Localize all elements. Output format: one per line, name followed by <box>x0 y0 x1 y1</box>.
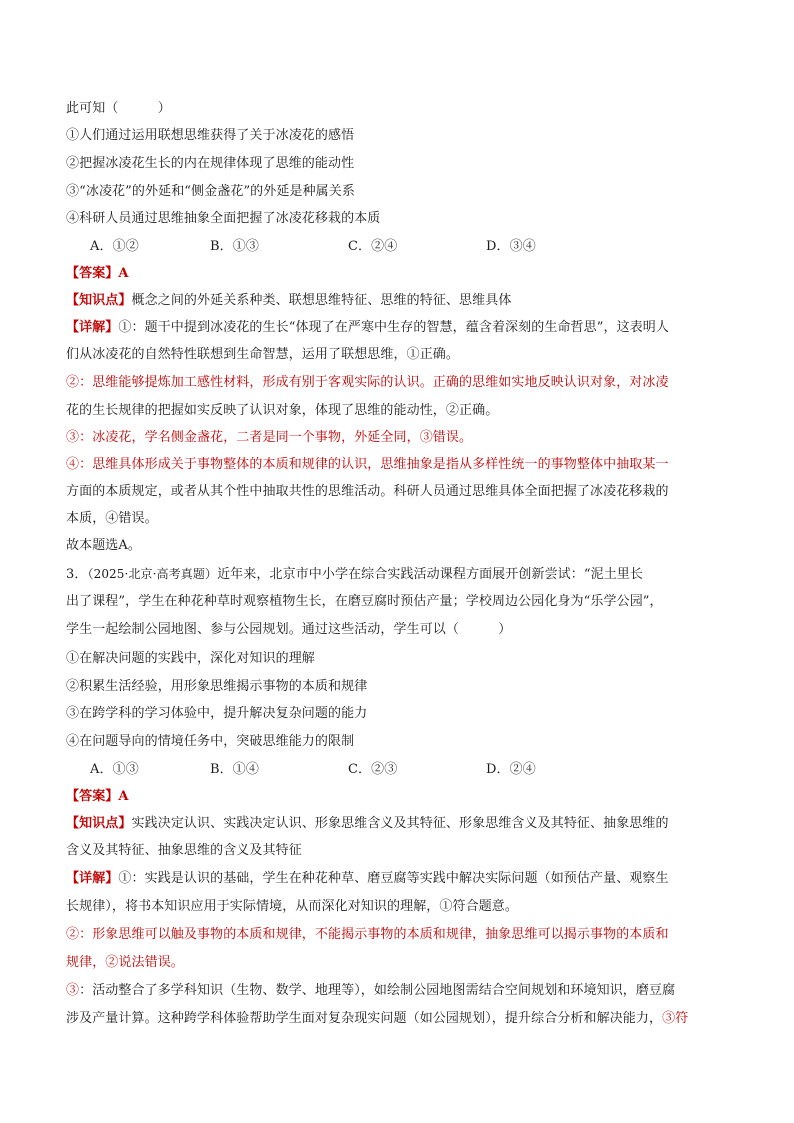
explanation-text: ①：题干中提到冰凌花的生长“体现了在严寒中生存的智慧，蕴含着深刻的生命哲思”，这表明人 <box>118 320 669 335</box>
q3-answer-value: A <box>118 789 129 804</box>
explanation-line-7: 方面的本质规定，或者从其个性中抽取共性的思维活动。科研人员通过思维具体全面把握了冰凌花移栽的 <box>66 484 669 499</box>
q3-knowledge-line-1 <box>66 815 669 833</box>
q3-explanation-trailing-marker: ③符 <box>662 1011 689 1026</box>
q3-statement-4: ④在问题导向的情境任务中，突破思维能力的限制 <box>66 734 355 749</box>
explanation-tag: 【详解】 <box>66 320 119 335</box>
q3-explanation-line-4: 规律，②说法错误。 <box>66 955 184 970</box>
question-3-line-1 <box>66 565 643 584</box>
answer-tag: 【答案】 <box>66 266 119 281</box>
explanation-line-2: 们从冰凌花的自然特性联想到生命智慧，运用了联想思维，①正确。 <box>66 347 460 362</box>
q3-explanation-text: ①：实践是认识的基础，学生在种花种草、磨豆腐等实践中解决实际问题（如预估产量、观察生 <box>118 871 669 886</box>
statement-4: ④科研人员通过思维抽象全面把握了冰凌花移栽的本质 <box>66 211 381 226</box>
explanation-line-4: 花的生长规律的把握如实反映了认识对象，体现了思维的能动性，②正确。 <box>66 403 499 418</box>
q3-knowledge-tag: 【知识点】 <box>66 816 132 831</box>
q3-explanation-line-1 <box>66 870 669 888</box>
q3-option-c: C．②③ <box>348 762 398 777</box>
question-3-stem: 近年来，北京市中小学在综合实践活动课程方面展开创新尝试：“泥土里长 <box>217 567 644 582</box>
statement-2: ②把握冰凌花生长的内在规律体现了思维的能动性 <box>66 156 355 171</box>
option-c: C．②④ <box>348 239 398 254</box>
answer-line <box>66 265 129 283</box>
q3-explanation-line-2: 长规律），将书本知识应用于实际情境，从而深化对知识的理解，①符合题意。 <box>66 899 519 914</box>
q3-statement-2: ②积累生活经验，用形象思维揭示事物的本质和规律 <box>66 679 368 694</box>
q3-explanation-line-3: ②：形象思维可以触及事物的本质和规律，不能揭示事物的本质和规律，抽象思维可以揭示事物的本质和 <box>66 927 669 942</box>
question-3-line-3: 学生一起绘制公园地图、参与公园规划。通过这些活动，学生可以（ ） <box>66 622 512 637</box>
q3-explanation-marker: ③ <box>66 983 80 998</box>
knowledge-points: 概念之间的外延关系种类、联想思维特征、思维的特征、思维具体 <box>131 293 512 308</box>
q3-option-b: B．①④ <box>210 762 259 777</box>
q3-explanation-line-5 <box>66 982 675 1000</box>
explanation-line-6: ④：思维具体形成关于事物整体的本质和规律的认识，思维抽象是指从多样性统一的事物整体中抽取某一 <box>66 457 669 472</box>
conclusion: 故本题选A。 <box>66 538 141 553</box>
knowledge-line <box>66 292 511 310</box>
q3-answer-line <box>66 788 129 806</box>
question-3-source: （2025·北京·高考真题） <box>87 567 218 581</box>
question-3-number: 3． <box>66 567 88 582</box>
explanation-line-8: 本质，④错误。 <box>66 511 158 526</box>
q3-explanation-text-6: 涉及产量计算。这种跨学科体验帮助学生面对复杂现实问题（如公园规划），提升综合分析和解决能力， <box>66 1011 663 1026</box>
option-b: B．①③ <box>210 239 259 254</box>
option-d: D．③④ <box>486 239 536 254</box>
q3-answer-tag: 【答案】 <box>66 789 119 804</box>
statement-3: ③“冰凌花”的外延和“侧金盏花”的外延是种属关系 <box>66 184 355 199</box>
explanation-line-1 <box>66 319 669 337</box>
q3-knowledge-line-2: 含义及其特征、抽象思维的含义及其特征 <box>66 843 302 858</box>
q3-statement-1: ①在解决问题的实践中，深化对知识的理解 <box>66 651 315 666</box>
q3-option-d: D．②④ <box>486 762 536 777</box>
q3-explanation-tag: 【详解】 <box>66 871 119 886</box>
q3-statement-3: ③在跨学科的学习体验中，提升解决复杂问题的能力 <box>66 706 368 721</box>
q3-explanation-line-6 <box>66 1010 688 1028</box>
option-a: A．①② <box>90 239 139 254</box>
explanation-line-5: ③：冰凌花，学名侧金盏花，二者是同一个事物，外延全同，③错误。 <box>66 430 473 445</box>
statement-1: ①人们通过运用联想思维获得了关于冰凌花的感悟 <box>66 128 355 143</box>
q3-knowledge-points: 实践决定认识、实践决定认识、形象思维含义及其特征、形象思维含义及其特征、抽象思维的 <box>131 816 669 831</box>
q3-option-a: A．①③ <box>90 762 139 777</box>
question-3-line-2: 出了课程”，学生在种花种草时观察植物生长，在磨豆腐时预估产量；学校周边公园化身为“乐学公园”， <box>66 594 663 609</box>
knowledge-tag: 【知识点】 <box>66 293 132 308</box>
q3-explanation-text-5: ：活动整合了多学科知识（生物、数学、地理等），如绘制公园地图需结合空间规划和环境知识，磨豆腐 <box>79 983 676 998</box>
answer-value: A <box>118 266 129 281</box>
question-stem-tail: 此可知（ ） <box>66 101 171 116</box>
explanation-line-3: ②：思维能够提炼加工感性材料，形成有别于客观实际的认识。正确的思维如实地反映认识对象，对冰凌 <box>66 375 669 390</box>
